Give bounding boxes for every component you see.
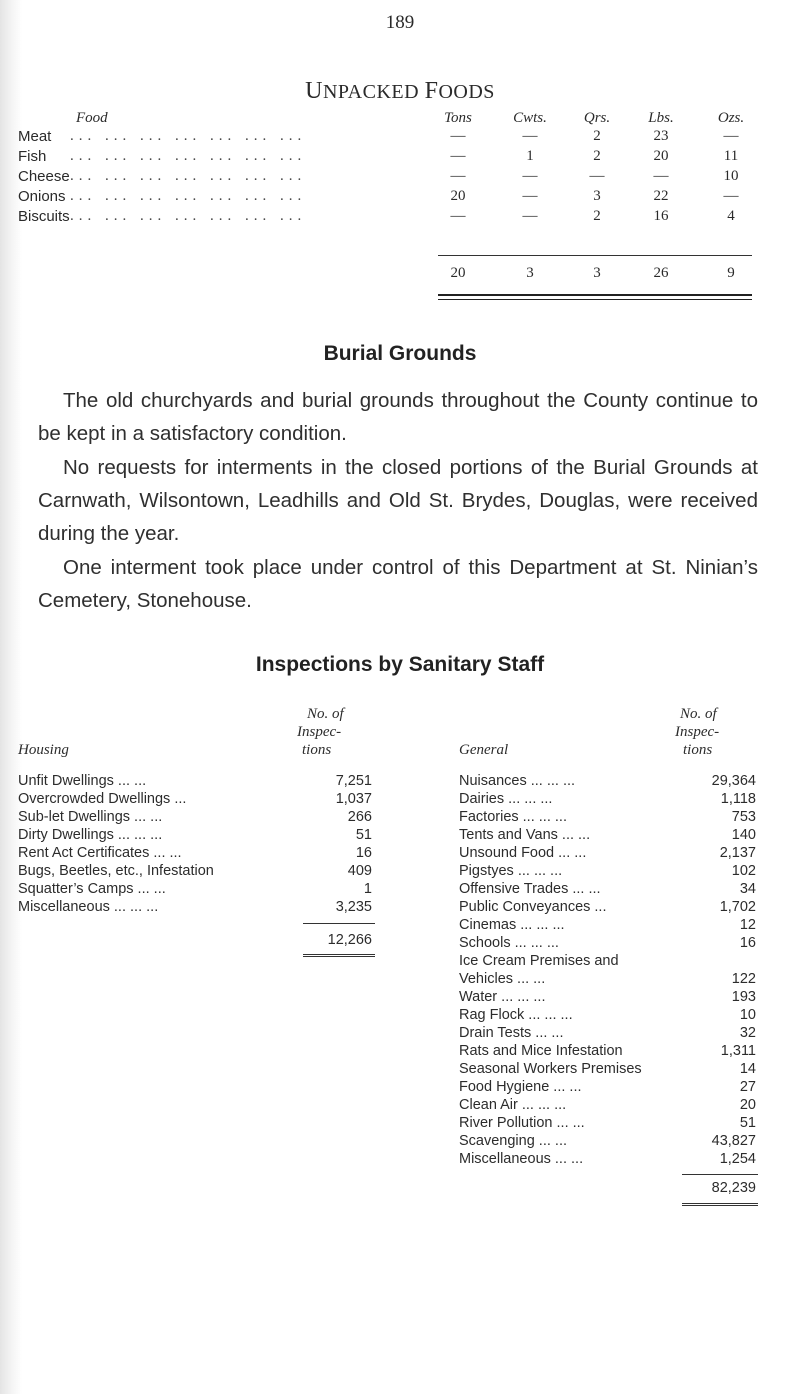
lbs-cell: 23	[653, 128, 669, 144]
general-row-label: Seasonal Workers Premises	[459, 1061, 642, 1077]
general-row-label: Vehicles ... ...	[459, 971, 546, 987]
general-row-value: 51	[739, 1115, 756, 1131]
tons-column-header: Tons	[444, 110, 472, 126]
totals-double-rule	[438, 294, 752, 300]
qrs-cell: 2	[593, 128, 601, 144]
cwts-cell: 1	[526, 148, 534, 164]
inspections-heading: Inspections by Sanitary Staff	[255, 653, 545, 676]
general-row-value: 20	[739, 1097, 756, 1113]
housing-total: 12,266	[327, 932, 372, 948]
ozs-column-header: Ozs.	[717, 110, 745, 126]
unpacked-foods-title	[0, 78, 800, 105]
general-row-label: River Pollution ... ...	[459, 1115, 585, 1131]
general-row-label: Schools ... ... ...	[459, 935, 559, 951]
ozs-cell: —	[723, 128, 739, 144]
title-word-1: NPACKED	[322, 81, 420, 103]
general-row-label: Dairies ... ... ...	[459, 791, 553, 807]
general-row-value: 1,254	[719, 1151, 756, 1167]
general-row-label: Tents and Vans ... ...	[459, 827, 591, 843]
food-row-label: Biscuits	[18, 208, 70, 225]
housing-row-value: 16	[355, 845, 372, 861]
qrs-cell: 3	[593, 188, 601, 204]
housing-header: Housing	[18, 742, 69, 758]
ozs-cell: 10	[723, 168, 739, 184]
food-column-header: Food	[76, 110, 108, 126]
general-row-value: 193	[731, 989, 756, 1005]
ozs-cell: —	[723, 188, 739, 204]
general-row-value: 32	[739, 1025, 756, 1041]
general-total-rule	[682, 1174, 758, 1175]
general-row-label: Nuisances ... ... ...	[459, 773, 576, 789]
housing-count-header-line-1: No. of	[307, 706, 344, 722]
qrs-cell: —	[589, 168, 605, 184]
burial-paragraph-1: The old churchyards and burial grounds throughout the County continue to be kept in a satisfactory condition.	[38, 389, 758, 445]
general-header: General	[459, 742, 509, 758]
burial-paragraph-2: No requests for interments in the closed portions of the Burial Grounds at Carnwath, Wilsontown, Leadhills and Old St. Brydes, Douglas, were received during the year.	[38, 456, 758, 545]
leader-dots: ... ... ... ... ... ... ...	[70, 128, 307, 144]
tons-cell: —	[450, 208, 466, 224]
leader-dots: ... ... ... ... ... ... ...	[70, 148, 307, 164]
food-row-label: Cheese	[18, 168, 70, 185]
cwts-column-header: Cwts.	[513, 110, 547, 126]
general-row-value: 122	[731, 971, 756, 987]
lbs-cell: —	[653, 168, 669, 184]
lbs-cell: 20	[653, 148, 669, 164]
ozs-cell: 11	[723, 148, 739, 164]
general-row-value: 16	[739, 935, 756, 951]
cwts-cell: —	[522, 128, 538, 144]
general-row-value: 2,137	[719, 845, 756, 861]
tons-cell: —	[450, 148, 466, 164]
housing-row-value: 1	[363, 881, 372, 897]
general-row-value: 1,702	[719, 899, 756, 915]
general-row-value: 102	[731, 863, 756, 879]
general-row-label: Scavenging ... ...	[459, 1133, 568, 1149]
general-total-double-rule	[682, 1203, 758, 1206]
general-row-value: 1,118	[720, 791, 756, 807]
housing-count-header-line-2: Inspec-	[297, 724, 342, 740]
housing-row-label: Sub-let Dwellings ... ...	[18, 809, 163, 825]
tons-total: 20	[450, 265, 466, 281]
tons-cell: —	[450, 168, 466, 184]
page-number: 189	[385, 12, 415, 33]
general-row-label: Drain Tests ... ...	[459, 1025, 564, 1041]
general-row-value: 140	[731, 827, 756, 843]
qrs-cell: 2	[593, 208, 601, 224]
general-row-label: Public Conveyances ...	[459, 899, 607, 915]
general-row-value: 27	[739, 1079, 756, 1095]
housing-row-value: 266	[347, 809, 372, 825]
housing-row-value: 409	[347, 863, 372, 879]
general-count-header-line-3: tions	[683, 742, 713, 758]
general-row-label: Cinemas ... ... ...	[459, 917, 565, 933]
title-cap-u: U	[305, 78, 323, 104]
housing-row-value: 7,251	[335, 773, 372, 789]
general-row-label: Miscellaneous ... ...	[459, 1151, 584, 1167]
housing-row-label: Unfit Dwellings ... ...	[18, 773, 147, 789]
food-row-label: Onions	[18, 188, 66, 205]
housing-total-rule	[303, 923, 375, 924]
general-row-label: Pigstyes ... ... ...	[459, 863, 563, 879]
general-total: 82,239	[711, 1180, 756, 1196]
general-count-header-line-2: Inspec-	[675, 724, 720, 740]
housing-count-header-line-3: tions	[302, 742, 332, 758]
cwts-cell: —	[522, 168, 538, 184]
food-row-label: Meat	[18, 128, 52, 145]
general-row-label: Rag Flock ... ... ...	[459, 1007, 573, 1023]
cwts-cell: —	[522, 208, 538, 224]
tons-cell: 20	[450, 188, 466, 204]
housing-row-label: Bugs, Beetles, etc., Infestation	[18, 863, 214, 879]
cwts-total: 3	[526, 265, 534, 281]
leader-dots: ... ... ... ... ... ... ...	[70, 168, 307, 184]
housing-row-value: 3,235	[335, 899, 372, 915]
housing-total-double-rule	[303, 954, 375, 957]
general-row-label: Factories ... ... ...	[459, 809, 567, 825]
housing-row-label: Rent Act Certificates ... ...	[18, 845, 182, 861]
housing-row-value: 51	[355, 827, 372, 843]
housing-row-value: 1,037	[335, 791, 372, 807]
general-row-label: Rats and Mice Infestation	[459, 1043, 623, 1059]
housing-row-label: Miscellaneous ... ... ...	[18, 899, 159, 915]
general-row-value: 29,364	[711, 773, 756, 789]
general-row-value: 1,311	[720, 1043, 756, 1059]
qrs-total: 3	[593, 265, 601, 281]
qrs-cell: 2	[593, 148, 601, 164]
lbs-total: 26	[653, 265, 669, 281]
food-row-label: Fish	[18, 148, 47, 165]
lbs-column-header: Lbs.	[648, 110, 674, 126]
title-word-2: OODS	[438, 81, 495, 103]
burial-grounds-heading: Burial Grounds	[323, 342, 477, 365]
general-row-label: Clean Air ... ... ...	[459, 1097, 567, 1113]
totals-rule	[438, 255, 752, 256]
housing-row-label: Squatter’s Camps ... ...	[18, 881, 166, 897]
housing-row-label: Overcrowded Dwellings ...	[18, 791, 187, 807]
lbs-cell: 22	[653, 188, 669, 204]
general-row-label: Unsound Food ... ...	[459, 845, 587, 861]
general-row-label: Food Hygiene ... ...	[459, 1079, 582, 1095]
general-row-value: 34	[739, 881, 756, 897]
burial-paragraph-3: One interment took place under control of this Department at St. Ninian’s Cemetery, Stonehouse.	[38, 556, 758, 612]
ozs-cell: 4	[727, 208, 735, 224]
leader-dots: ... ... ... ... ... ... ...	[70, 188, 307, 204]
general-row-value: 14	[739, 1061, 756, 1077]
lbs-cell: 16	[653, 208, 669, 224]
general-row-value: 10	[739, 1007, 756, 1023]
title-cap-f: F	[424, 78, 439, 104]
qrs-column-header: Qrs.	[583, 110, 611, 126]
general-row-label: Ice Cream Premises and	[459, 953, 619, 969]
general-row-label: Offensive Trades ... ...	[459, 881, 601, 897]
general-row-value: 43,827	[711, 1133, 756, 1149]
general-row-value: 12	[739, 917, 756, 933]
general-row-value: 753	[731, 809, 756, 825]
general-row-label: Water ... ... ...	[459, 989, 546, 1005]
tons-cell: —	[450, 128, 466, 144]
general-count-header-line-1: No. of	[680, 706, 717, 722]
leader-dots: ... ... ... ... ... ... ...	[70, 208, 307, 224]
ozs-total: 9	[727, 265, 735, 281]
cwts-cell: —	[522, 188, 538, 204]
housing-row-label: Dirty Dwellings ... ... ...	[18, 827, 163, 843]
